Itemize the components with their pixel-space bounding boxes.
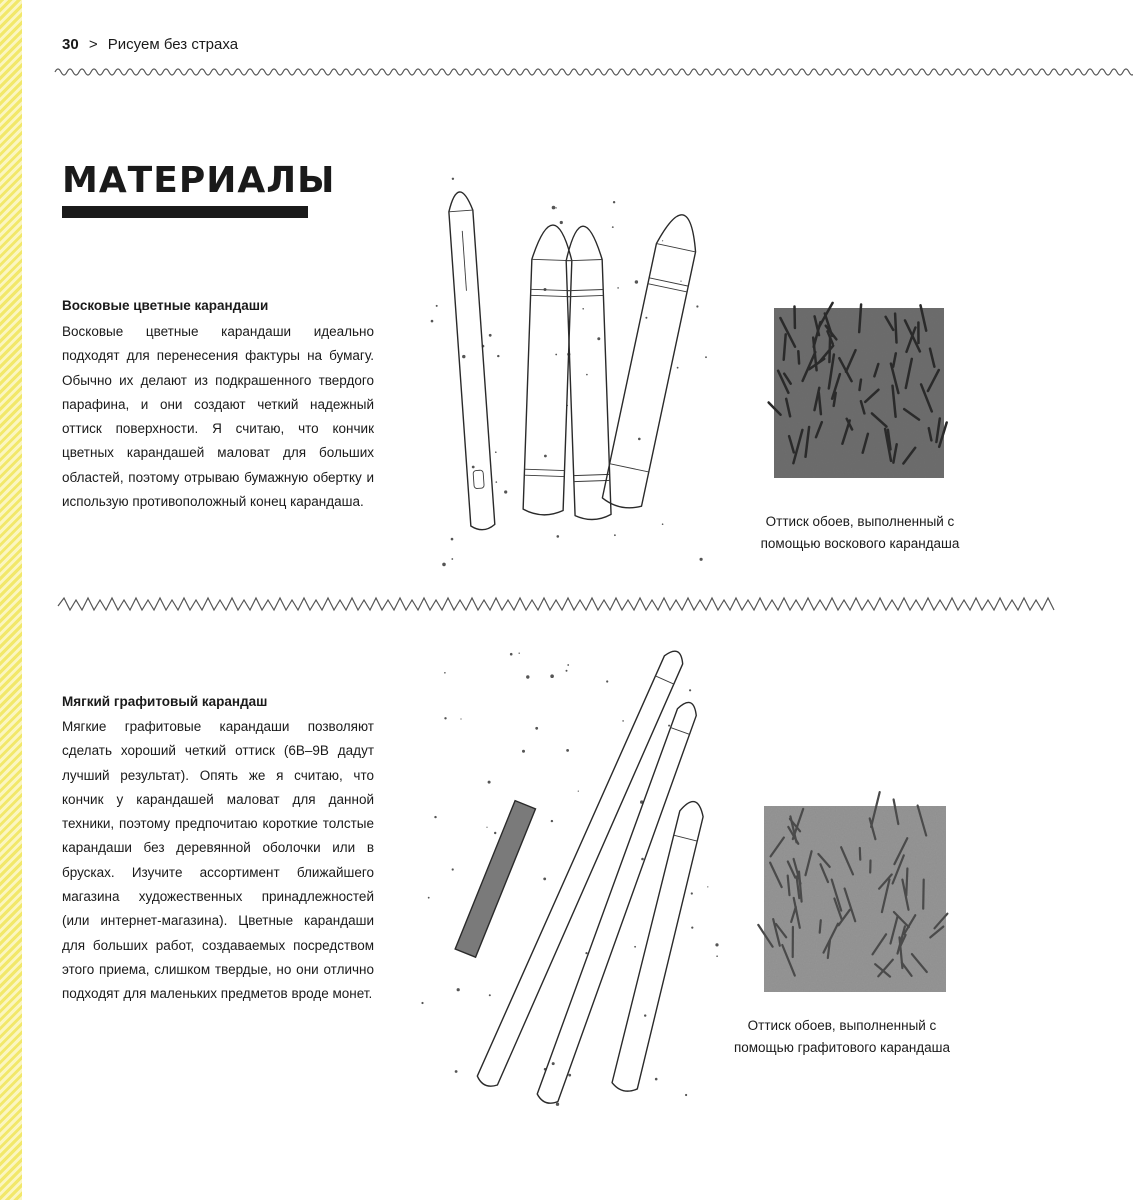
page-title: МАТЕРИАЛЫ xyxy=(62,160,336,201)
caption-graphite: Оттиск обоев, выполненный с помощью графитового карандаша xyxy=(733,1018,951,1055)
page-number: 30 xyxy=(62,36,79,53)
graphite-rubbing-texture xyxy=(760,800,950,996)
wax-crayons-illustration xyxy=(430,170,710,590)
middle-zigzag-divider xyxy=(58,596,1053,616)
section-heading-graphite: Мягкий графитовый карандаш xyxy=(62,694,268,709)
book-title: Рисуем без страха xyxy=(107,36,239,53)
caption-wax: Оттиск обоев, выполненный с помощью воскового карандаша xyxy=(760,514,960,551)
wax-rubbing-texture xyxy=(770,288,948,484)
top-wavy-divider xyxy=(55,64,1133,80)
graphite-pencils-illustration xyxy=(420,640,720,1120)
section-body-wax: Восковые цветные карандаши идеально подходят для перенесения фактуры на бумагу. Обычно их делают из подкрашенного твердого парафина, и они создают четкий надежный оттиск поверхности. Я считаю, что кончик цветных карандашей маловат для больших областей, поэтому отрываю бумажную обертку и использую противоположный конец карандаша. xyxy=(62,324,374,510)
section-heading-wax: Восковые цветные карандаши xyxy=(62,298,269,313)
running-header xyxy=(62,36,238,53)
title-underline-bar xyxy=(62,206,308,218)
section-body-graphite: Мягкие графитовые карандаши позволяют сделать хороший четкий оттиск (6B–9B дадут лучший результат). Опять же я считаю, что кончик у карандашей маловат для данной техники, поэтому предпочитаю короткие толстые карандаши без деревянной оболочки или в брусках. Изучите ассортимент ближайшего магазина художественных принадлежностей (или интернет-магазина). Цветные карандаши для больших работ, создаваемых посредством этого приема, слишком твердые, но они отлично подходят для маленьких предметов вроде монет. xyxy=(62,719,374,1002)
yellow-margin-strip xyxy=(0,0,22,1200)
header-separator: > xyxy=(88,36,98,53)
